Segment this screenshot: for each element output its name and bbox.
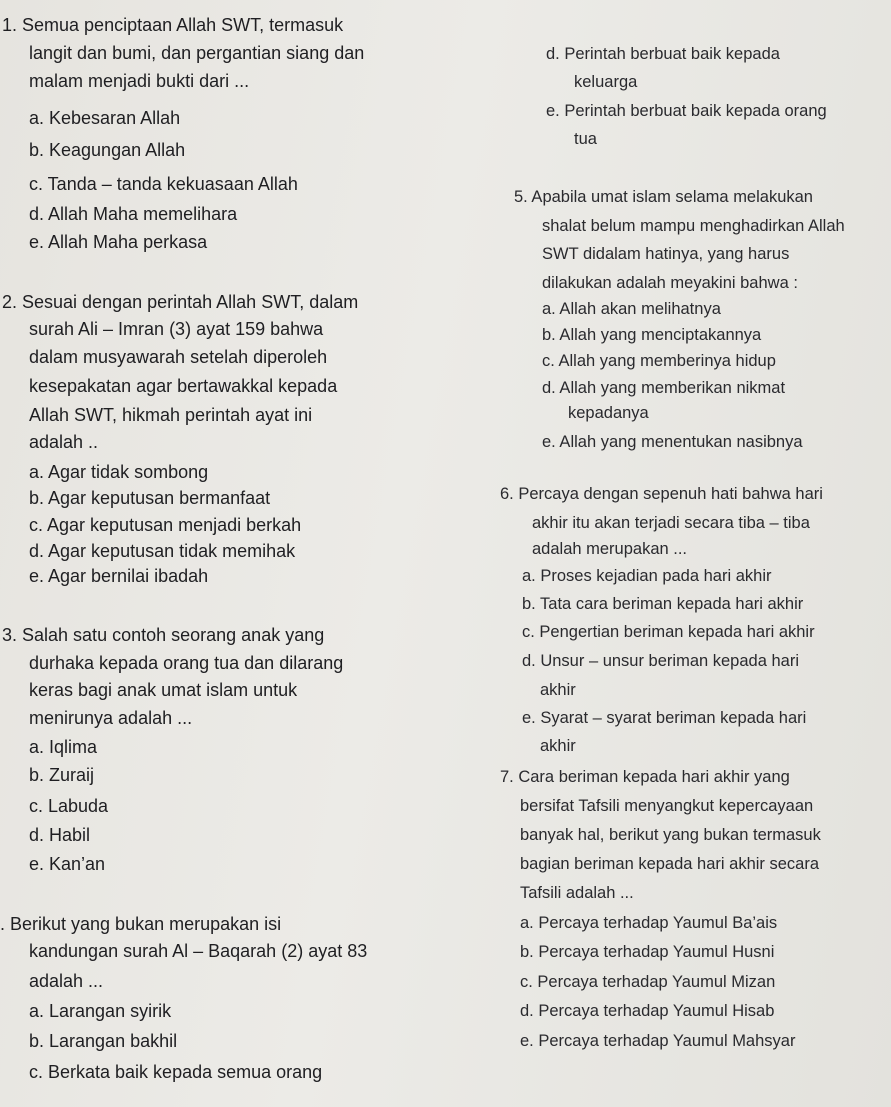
- q1-option-d[interactable]: d. Allah Maha memelihara: [29, 204, 238, 224]
- q1-stem-line: langit dan bumi, dan pergantian siang dan: [29, 43, 365, 63]
- q4-option-b[interactable]: b. Larangan bakhil: [29, 1031, 178, 1051]
- q3-stem-line: keras bagi anak umat islam untuk: [29, 680, 298, 700]
- q6-option-b[interactable]: b. Tata cara beriman kepada hari akhir: [522, 595, 804, 613]
- q4-option-d[interactable]: d. Perintah berbuat baik kepada: [546, 45, 780, 63]
- q5-option-e[interactable]: e. Allah yang menentukan nasibnya: [542, 433, 803, 451]
- q4-stem-line: adalah ...: [29, 971, 104, 991]
- q3-option-b[interactable]: b. Zuraij: [29, 765, 95, 785]
- q7-option-e[interactable]: e. Percaya terhadap Yaumul Mahsyar: [520, 1032, 796, 1050]
- q2-option-e[interactable]: e. Agar bernilai ibadah: [29, 566, 209, 586]
- q4-option-c[interactable]: c. Berkata baik kepada semua orang: [29, 1062, 323, 1082]
- q5-option-d[interactable]: d. Allah yang memberikan nikmat: [542, 379, 786, 397]
- q1-option-e[interactable]: e. Allah Maha perkasa: [29, 232, 208, 252]
- q6-option-a[interactable]: a. Proses kejadian pada hari akhir: [522, 567, 772, 585]
- q3-option-a[interactable]: a. Iqlima: [29, 737, 98, 757]
- q2-option-d[interactable]: d. Agar keputusan tidak memihak: [29, 541, 296, 561]
- q6-option-d-cont: akhir: [540, 681, 576, 699]
- q6-option-e-cont: akhir: [540, 737, 576, 755]
- q2-stem-line: 2. Sesuai dengan perintah Allah SWT, dalam: [2, 292, 359, 312]
- q3-option-c[interactable]: c. Labuda: [29, 796, 109, 816]
- q2-option-a[interactable]: a. Agar tidak sombong: [29, 462, 209, 482]
- q4-option-e-cont: tua: [574, 130, 597, 148]
- q7-stem-line: bersifat Tafsili menyangkut kepercayaan: [520, 797, 814, 815]
- q2-option-c[interactable]: c. Agar keputusan menjadi berkah: [29, 515, 302, 535]
- q2-option-b[interactable]: b. Agar keputusan bermanfaat: [29, 488, 271, 508]
- q5-stem-line: SWT didalam hatinya, yang harus: [542, 245, 790, 263]
- q7-option-b[interactable]: b. Percaya terhadap Yaumul Husni: [520, 943, 775, 961]
- q4-option-d-cont: keluarga: [574, 73, 638, 91]
- q2-stem-line: surah Ali – Imran (3) ayat 159 bahwa: [29, 319, 324, 339]
- q6-stem-line: adalah merupakan ...: [532, 540, 688, 558]
- q3-stem-line: durhaka kepada orang tua dan dilarang: [29, 653, 344, 673]
- q1-option-a[interactable]: a. Kebesaran Allah: [29, 108, 181, 128]
- q6-stem-line: akhir itu akan terjadi secara tiba – tiba: [532, 514, 810, 532]
- q6-stem-line: 6. Percaya dengan sepenuh hati bahwa hari: [500, 485, 823, 503]
- q7-stem-line: banyak hal, berikut yang bukan termasuk: [520, 826, 821, 844]
- q7-stem-line: bagian beriman kepada hari akhir secara: [520, 855, 820, 873]
- q5-option-b[interactable]: b. Allah yang menciptakannya: [542, 326, 762, 344]
- q7-option-d[interactable]: d. Percaya terhadap Yaumul Hisab: [520, 1002, 775, 1020]
- q4-option-a[interactable]: a. Larangan syirik: [29, 1001, 172, 1021]
- q2-stem-line: adalah ..: [29, 432, 99, 452]
- q7-option-c[interactable]: c. Percaya terhadap Yaumul Mizan: [520, 973, 776, 991]
- q2-stem-line: Allah SWT, hikmah perintah ayat ini: [29, 405, 313, 425]
- q5-option-c[interactable]: c. Allah yang memberinya hidup: [542, 352, 776, 370]
- q3-stem-line: menirunya adalah ...: [29, 708, 193, 728]
- q7-stem-line: 7. Cara beriman kepada hari akhir yang: [500, 768, 790, 786]
- q5-option-a[interactable]: a. Allah akan melihatnya: [542, 300, 721, 318]
- q2-stem-line: dalam musyawarah setelah diperoleh: [29, 347, 328, 367]
- q5-stem-line: 5. Apabila umat islam selama melakukan: [514, 188, 813, 206]
- q1-option-b[interactable]: b. Keagungan Allah: [29, 140, 186, 160]
- q5-option-d-cont: kepadanya: [568, 404, 649, 422]
- q7-option-a[interactable]: a. Percaya terhadap Yaumul Ba’ais: [520, 914, 778, 932]
- q3-stem-line: 3. Salah satu contoh seorang anak yang: [2, 625, 325, 645]
- q3-option-e[interactable]: e. Kan’an: [29, 854, 106, 874]
- q1-option-c[interactable]: c. Tanda – tanda kekuasaan Allah: [29, 174, 298, 194]
- q1-stem-line: malam menjadi bukti dari ...: [29, 71, 250, 91]
- q4-stem-line: . Berikut yang bukan merupakan isi: [0, 914, 282, 934]
- q6-option-d[interactable]: d. Unsur – unsur beriman kepada hari: [522, 652, 799, 670]
- q5-stem-line: shalat belum mampu menghadirkan Allah: [542, 217, 845, 235]
- q4-option-e[interactable]: e. Perintah berbuat baik kepada orang: [546, 102, 827, 120]
- q5-stem-line: dilakukan adalah meyakini bahwa :: [542, 274, 798, 292]
- q1-stem-line: 1. Semua penciptaan Allah SWT, termasuk: [2, 15, 344, 35]
- q7-stem-line: Tafsili adalah ...: [520, 884, 634, 902]
- q6-option-e[interactable]: e. Syarat – syarat beriman kepada hari: [522, 709, 807, 727]
- q4-stem-line: kandungan surah Al – Baqarah (2) ayat 83: [29, 941, 368, 961]
- q6-option-c[interactable]: c. Pengertian beriman kepada hari akhir: [522, 623, 815, 641]
- q2-stem-line: kesepakatan agar bertawakkal kepada: [29, 376, 338, 396]
- q3-option-d[interactable]: d. Habil: [29, 825, 91, 845]
